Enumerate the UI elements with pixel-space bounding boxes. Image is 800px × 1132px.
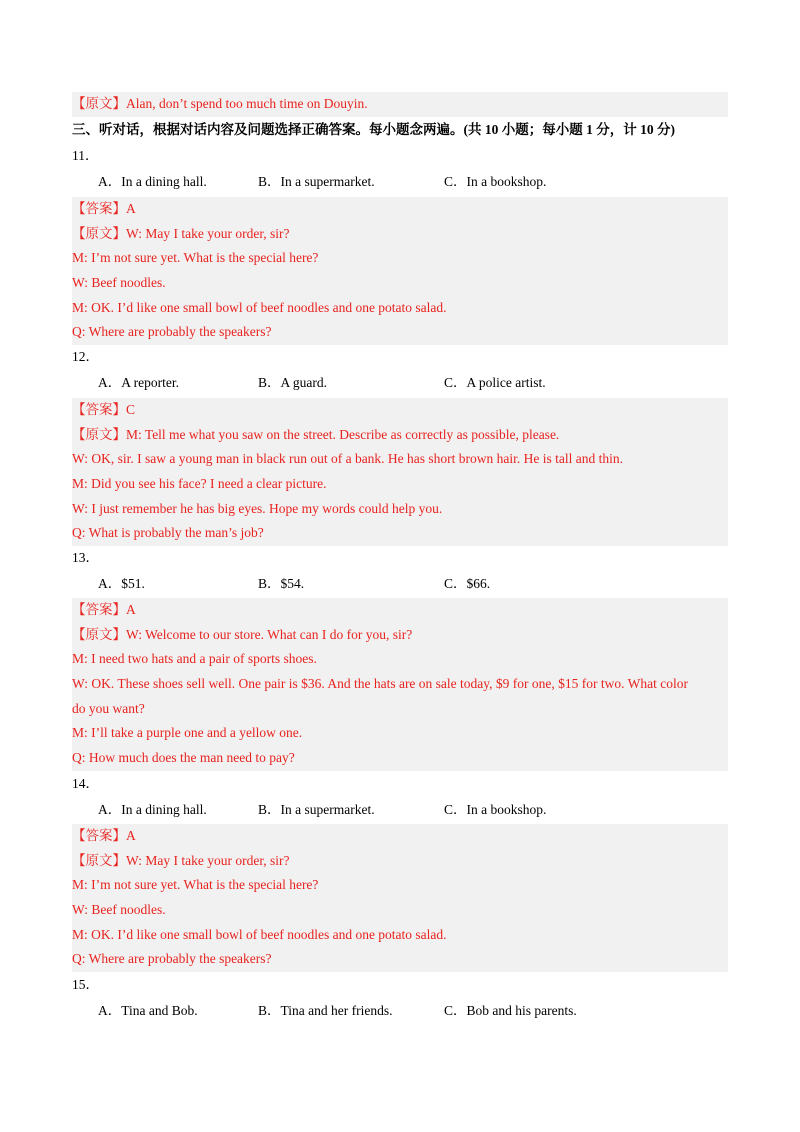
option-c: C．$66. (444, 576, 491, 591)
transcript-line: M: OK. I’d like one small bowl of beef noodles and one potato salad. (72, 299, 447, 315)
transcript-line: Q: Where are probably the speakers? (72, 951, 272, 967)
transcript-line: Q: How much does the man need to pay? (72, 750, 295, 766)
transcript-line: W: I just remember he has big eyes. Hope my words could help you. (72, 500, 443, 516)
options-row (72, 797, 728, 822)
question-number: 15． (72, 977, 99, 992)
transcript-line: 【原文】M: Tell me what you saw on the street. Describe as correctly as possible, please. (72, 426, 560, 442)
transcript-line: 【原文】W: May I take your order, sir? (72, 852, 290, 868)
transcript-line: Q: What is probably the man’s job? (72, 525, 264, 541)
option-b: B．Tina and her friends. (258, 1003, 393, 1018)
answer-block (72, 824, 728, 972)
transcript-line: M: I’m not sure yet. What is the special here? (72, 250, 319, 266)
transcript-line: W: OK. These shoes sell well. One pair is $36. And the hats are on sale today, $9 for one, $15 for two. What color (72, 676, 688, 692)
question-number: 14． (72, 776, 99, 791)
option-a: A．In a dining hall. (98, 802, 207, 817)
options-row (72, 370, 728, 395)
option-b: B．A guard. (258, 375, 327, 390)
option-c: C．In a bookshop. (444, 174, 547, 189)
option-b: B．In a supermarket. (258, 802, 375, 817)
option-b: B．In a supermarket. (258, 174, 375, 189)
transcript-line: 【原文】W: May I take your order, sir? (72, 225, 290, 241)
options-row (72, 998, 728, 1023)
option-a: A．$51. (98, 576, 145, 591)
transcript-line: M: I need two hats and a pair of sports shoes. (72, 651, 317, 667)
answer-line: 【答案】A (72, 828, 136, 843)
transcript-line: 【原文】W: Welcome to our store. What can I do for you, sir? (72, 626, 413, 642)
transcript-line: M: I’ll take a purple one and a yellow one. (72, 725, 303, 741)
option-a: A．A reporter. (98, 375, 179, 390)
option-a: A．Tina and Bob. (98, 1003, 198, 1018)
question-number: 13． (72, 550, 99, 565)
answer-block (72, 197, 728, 345)
answer-line: 【答案】A (72, 201, 136, 216)
option-c: C．A police artist. (444, 375, 546, 390)
options-row (72, 571, 728, 596)
option-c: C．In a bookshop. (444, 802, 547, 817)
transcript-line: M: OK. I’d like one small bowl of beef noodles and one potato salad. (72, 926, 447, 942)
option-a: A．In a dining hall. (98, 174, 207, 189)
options-row (72, 169, 728, 194)
answer-block (72, 598, 728, 771)
transcript-line: Q: Where are probably the speakers? (72, 324, 272, 340)
answer-line: 【答案】C (72, 402, 136, 417)
section-heading: 三、听对话，根据对话内容及问题选择正确答案。每小题念两遍。(共 10 小题；每小题 1 分，计 10 分) (72, 122, 675, 137)
transcript-line: do you want? (72, 700, 145, 716)
transcript-line: W: OK, sir. I saw a young man in black run out of a bank. He has short brown hair. He is tall and thin. (72, 451, 624, 467)
transcript-line: M: I’m not sure yet. What is the special here? (72, 877, 319, 893)
transcript-line: 【原文】Alan, don’t spend too much time on Douyin. (72, 92, 728, 117)
answer-block (72, 398, 728, 546)
transcript-line: W: Beef noodles. (72, 275, 166, 291)
question-number: 12． (72, 349, 99, 364)
answer-line: 【答案】A (72, 602, 136, 617)
option-b: B．$54. (258, 576, 305, 591)
question-number: 11． (72, 148, 99, 163)
transcript-line: W: Beef noodles. (72, 902, 166, 918)
transcript-line: M: Did you see his face? I need a clear picture. (72, 476, 327, 492)
option-c: C．Bob and his parents. (444, 1003, 577, 1018)
